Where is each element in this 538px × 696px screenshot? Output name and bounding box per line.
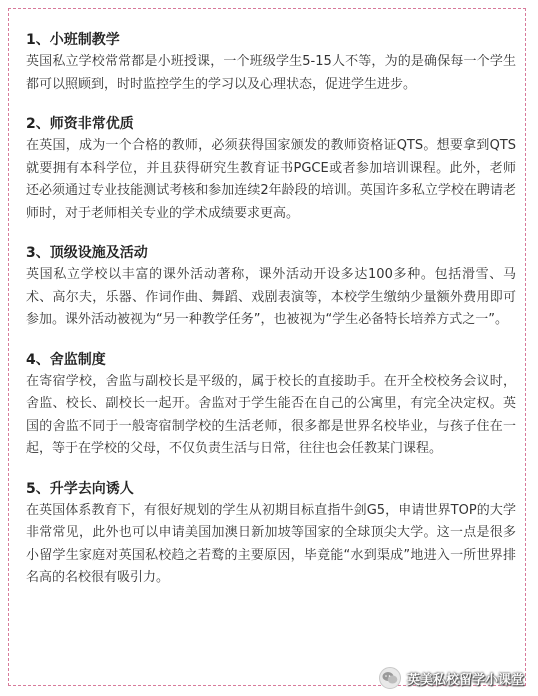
section-paragraph: 在英国体系教育下，有很好规划的学生从初期目标直指牛剑G5，申请世界TOP的大学非常常见，此外也可以申请美国加澳日新加坡等国家的全球顶尖大学。这一点是很多小留学生家庭对英国私校趋之若鹜的主要原因，毕竟能“水到渠成”地进入一所世界排名高的名校很有吸引力。 [26, 502, 516, 585]
section-heading: 3、顶级设施及活动 [26, 245, 148, 261]
section-paragraph: 在英国，成为一个合格的教师，必须获得国家颁发的教师资格证QTS。想要拿到QTS就要拥有本科学位，并且获得研究生教育证书PGCE或者参加培训课程。此外，老师还必须通过专业技能测试考核和参加连续2年龄段的培训。英国许多私立学校在聘请老师时，对于老师相关专业的学术成绩要求更高。 [26, 138, 516, 221]
watermark [379, 666, 524, 690]
watermark-text: 英美私校留学小课堂 [406, 672, 524, 688]
wechat-icon [379, 667, 401, 689]
section-heading: 2、师资非常优质 [26, 116, 134, 132]
section-paragraph: 英国私立学校以丰富的课外活动著称，课外活动开设多达100多种。包括滑雪、马术、高尔夫，乐器、作词作曲、舞蹈、戏剧表演等，本校学生缴纳少量额外费用即可参加。课外活动被视为“另一种教学任务”，也被视为“学生必备特长培养方式之一”。 [26, 267, 516, 327]
section-university [26, 479, 516, 590]
section-heading: 5、升学去向诱人 [26, 480, 134, 497]
section-small-class [26, 30, 516, 96]
section-facilities [26, 243, 516, 332]
section-heading: 1、小班制教学 [26, 32, 120, 48]
article-body [26, 30, 516, 608]
section-teachers [26, 114, 516, 225]
section-housemaster [26, 350, 516, 461]
section-paragraph: 在寄宿学校，舍监与副校长是平级的，属于校长的直接助手。在开全校校务会议时，舍监、校长、副校长一起开。舍监对于学生能否在自己的公寓里，有完全决定权。英国的舍监不同于一般寄宿制学校的生活老师，很多都是世界名校毕业，与孩子住在一起，等于在学校的父母，不仅负责生活与日常，往往也会任教某门课程。 [26, 373, 516, 456]
section-heading: 4、舍监制度 [26, 351, 106, 368]
section-paragraph: 英国私立学校常常都是小班授课，一个班级学生5-15人不等，为的是确保每一个学生都可以照顾到，时时监控学生的学习以及心理状态，促进学生进步。 [26, 54, 516, 92]
